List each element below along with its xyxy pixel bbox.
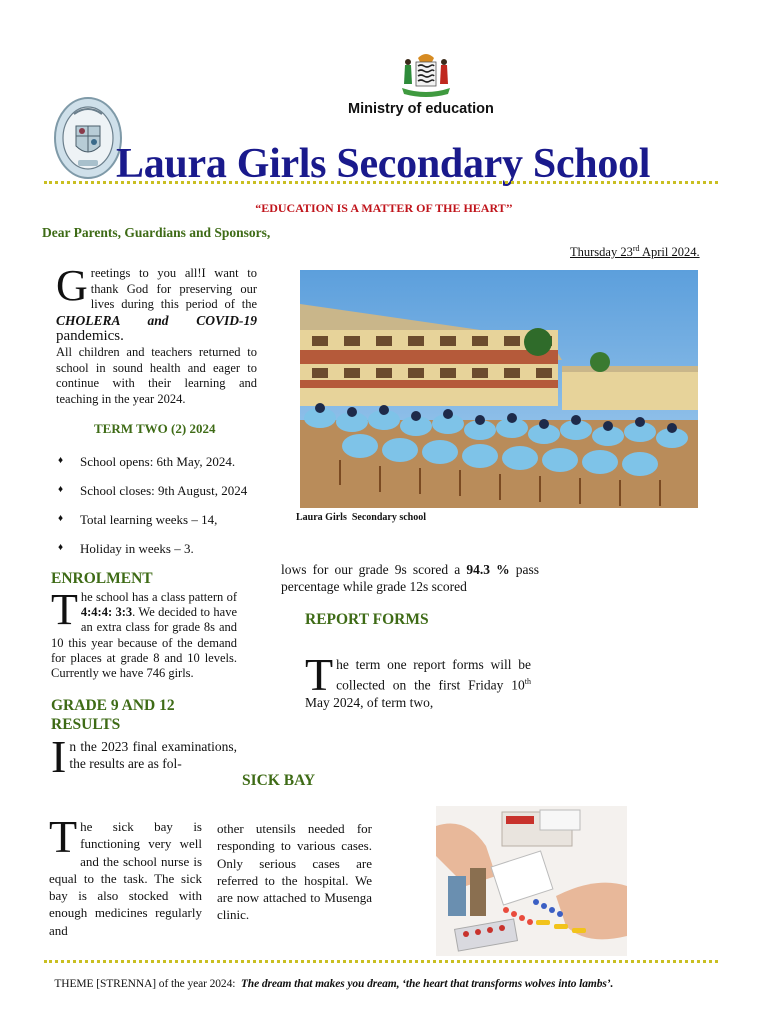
results-text-c: pass percentage while grade 12s scored (281, 562, 540, 594)
coat-of-arms-logo (398, 50, 454, 102)
letter-date (570, 244, 700, 260)
date-rest: April 2024. (639, 245, 700, 260)
enrolment-text-a: he school has a class pattern of (80, 590, 237, 604)
salutation: Dear Parents, Guardians and Sponsors, (42, 225, 271, 240)
results-text-a: n the 2023 final examinations, the results are as fol- (69, 739, 237, 771)
photo-caption: Laura Girls Secondary school (296, 512, 427, 523)
results-paragraph-start (51, 731, 237, 782)
medicines-photo (436, 806, 627, 956)
enrolment-text-b: . We decided to have an extra class for grade 8s and 10 this year because of the demand for places at grade 8 and 10 levels. Currently we have 746 girls. (51, 605, 237, 681)
results-heading: GRADE 9 AND 12 RESULTS (51, 697, 175, 733)
header-divider (44, 181, 718, 184)
list-item: ♦ School closes: 9th August, 2024 (58, 483, 248, 498)
greeting-emphasis: CHOLERA and COVID-19 (56, 312, 257, 328)
greeting-dropcap: G (56, 261, 88, 310)
term-heading: TERM TWO (2) 2024 (94, 421, 216, 436)
date-suffix-sup: rd (632, 244, 640, 253)
report-forms-sup: th (524, 677, 531, 686)
sick-bay-text-col2: other utensils needed for responding to various cases. Only serious cases are referred to the hospital. We are now attached to Musenga clinic. (217, 821, 372, 923)
sick-bay-dropcap: T (49, 811, 78, 862)
school-name-title: Laura Girls Secondary School (116, 141, 651, 187)
greeting-text-c: All children and teachers returned to school in sound health and eager to continue with their learning and teaching in the year 2024. (56, 344, 257, 406)
enrolment-heading: ENROLMENT (51, 570, 153, 587)
theme-text: The dream that makes you dream, ‘the heart that transforms wolves into lambs’. (240, 978, 614, 990)
results-paragraph-cont (281, 561, 539, 595)
report-forms-heading: REPORT FORMS (305, 611, 429, 628)
results-text-b: lows for our grade 9s scored a (281, 562, 467, 577)
greeting-text-b: pandemics. (56, 328, 124, 345)
list-item: ♦ School opens: 6th May, 2024. (58, 454, 236, 469)
greeting-paragraph (56, 261, 257, 407)
school-badge-logo (52, 96, 124, 180)
greeting-text-a: reetings to you all!I want to thank God for preserving our lives during this period of the (90, 266, 257, 312)
enrolment-paragraph (51, 585, 237, 681)
school-photo (300, 270, 698, 508)
results-dropcap: I (51, 731, 67, 782)
report-forms-paragraph (305, 649, 531, 711)
sick-bay-heading: SICK BAY (242, 772, 316, 789)
footer-divider (44, 960, 718, 963)
theme-label: THEME [STRENNA] of the year 2024: (54, 978, 241, 990)
class-pattern: 4:4:4: 3:3 (80, 605, 133, 620)
report-forms-text-b: May 2024, of term two, (305, 694, 434, 710)
list-item: ♦ Total learning weeks – 14, (58, 512, 218, 527)
enrolment-dropcap: T (51, 585, 78, 634)
ministry-label: Ministry of education (348, 101, 494, 117)
term-dates-list (56, 454, 276, 570)
report-forms-dropcap: T (305, 649, 334, 700)
motto: “EDUCATION IS A MATTER OF THE HEART’’ (255, 201, 513, 215)
list-item: ♦ Holiday in weeks – 3. (58, 541, 194, 556)
sick-bay-text-col1: he sick bay is functioning very well and the school nurse is equal to the task. The sick bay is also stocked with enough medicines regularly and (49, 819, 202, 938)
pass-percentage: 94.3 % (466, 562, 510, 577)
sick-bay-col2 (217, 820, 372, 924)
date-prefix: Thursday 23 (570, 245, 633, 260)
report-forms-text-a: he term one report forms will be collected on the first Friday 10 (336, 657, 531, 693)
sick-bay-col1 (49, 811, 202, 939)
footer-theme (49, 966, 613, 990)
